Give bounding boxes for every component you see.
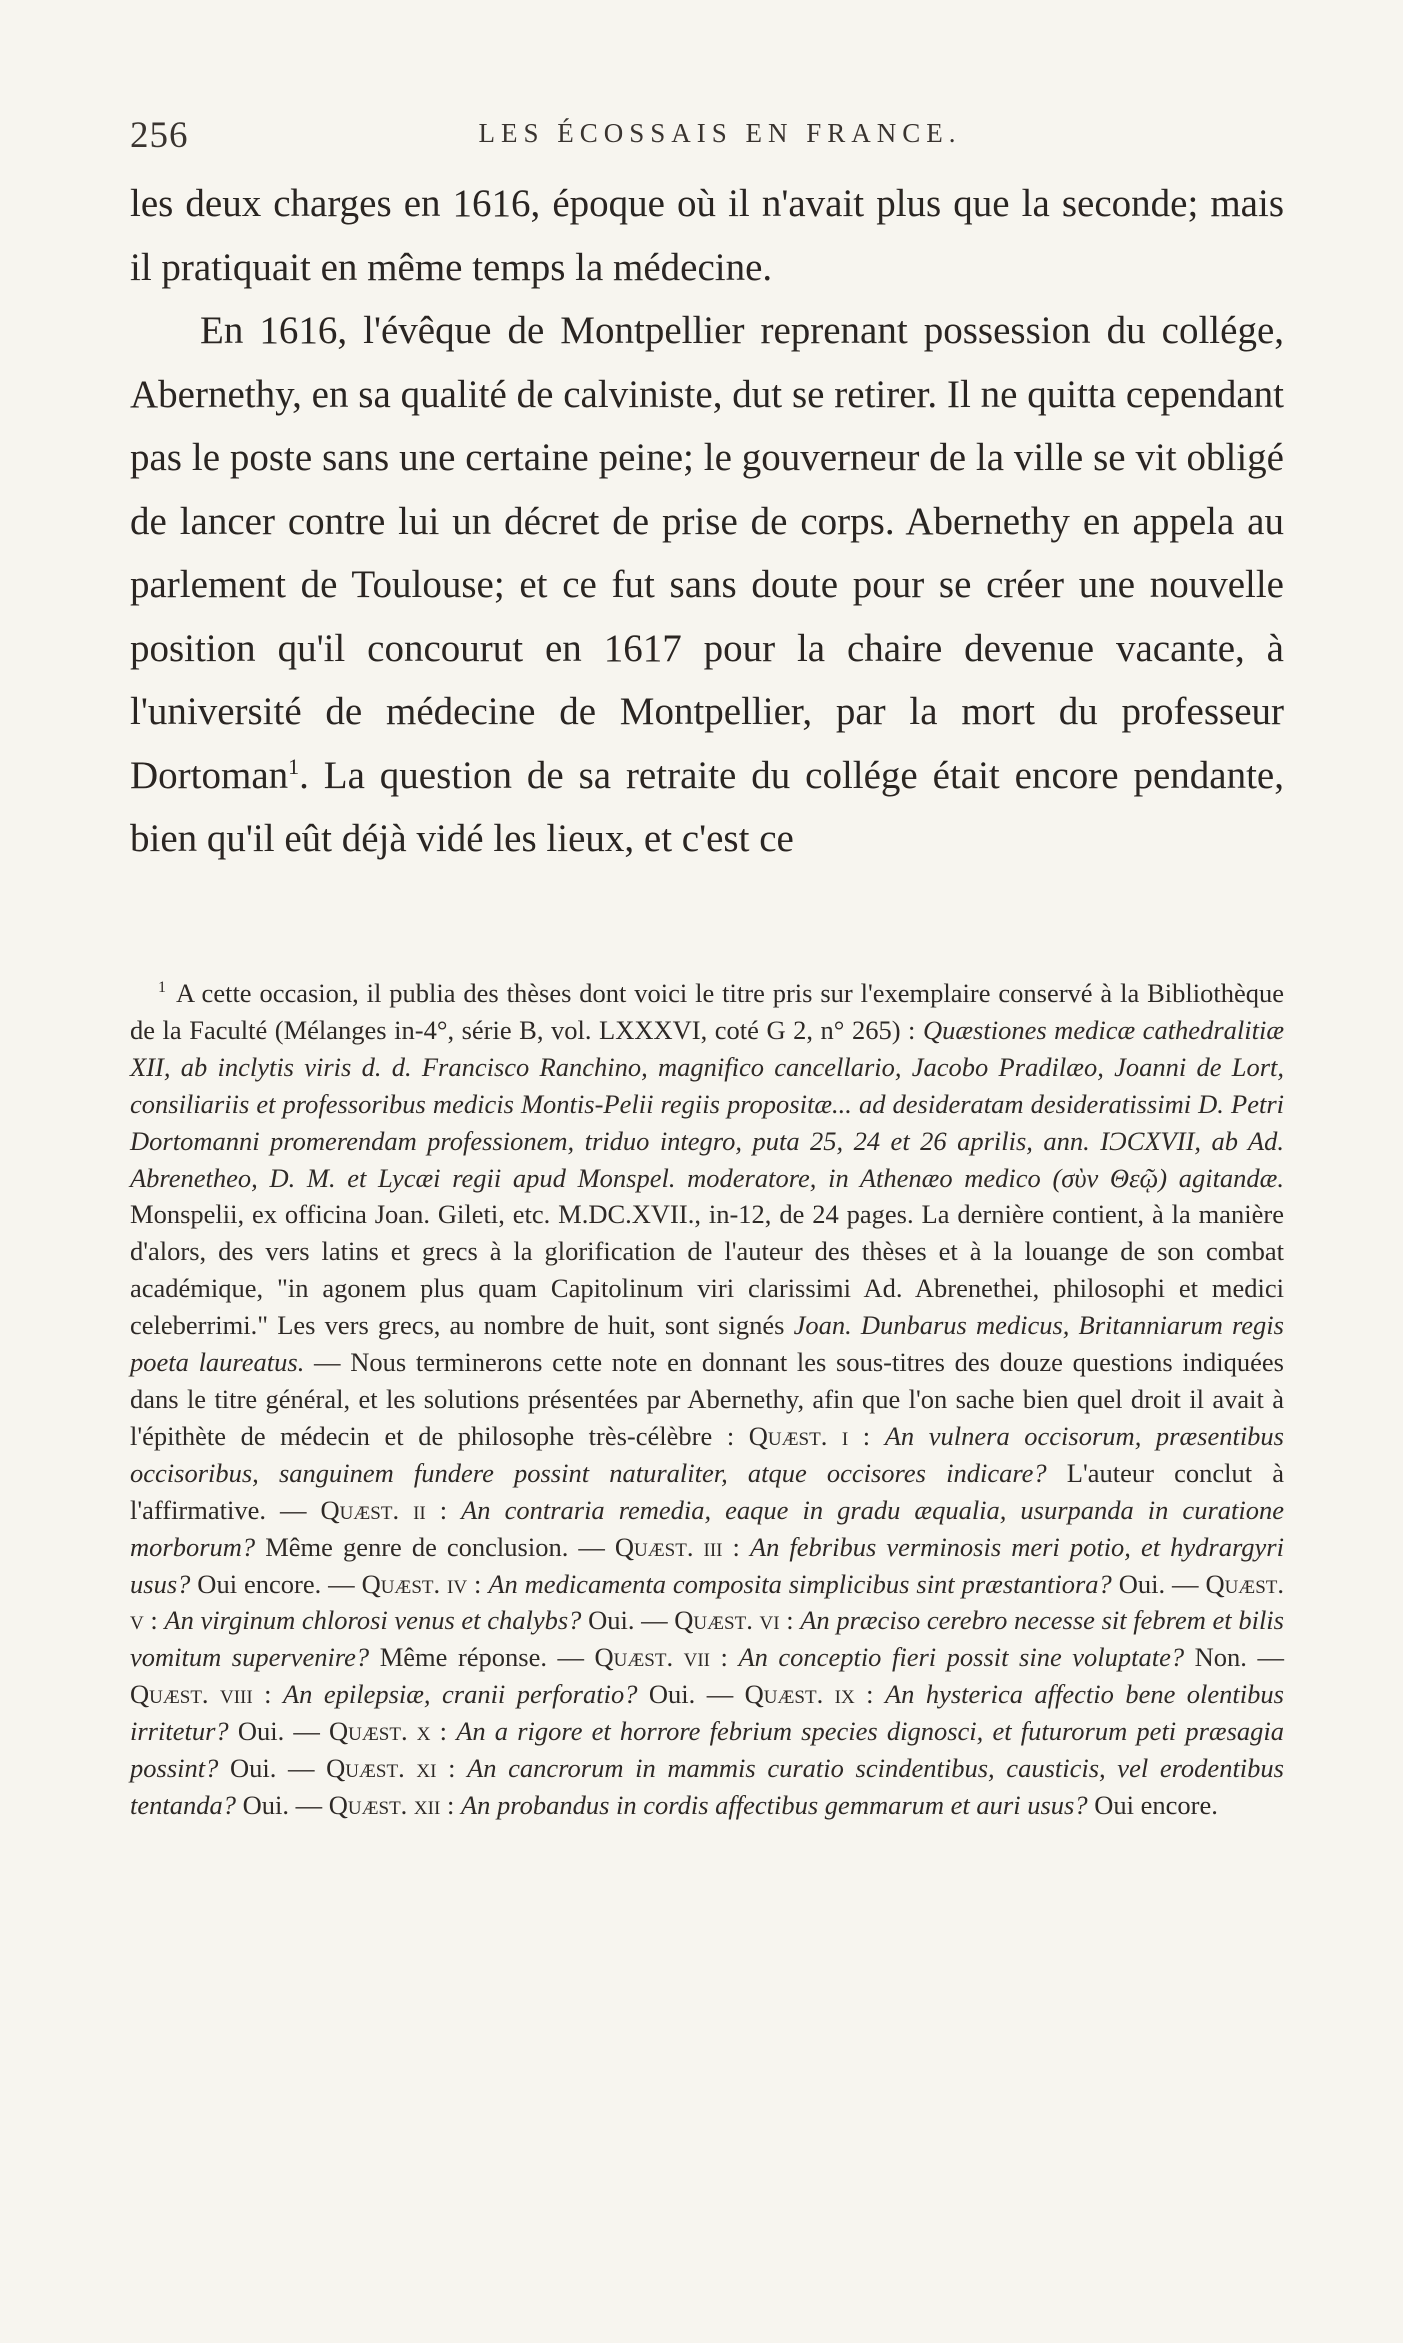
question-label: Quæst. v: [130, 1568, 1284, 1636]
footnote-segment: Oui encore.: [1087, 1789, 1218, 1820]
question-label: Quæst. vi: [674, 1605, 780, 1636]
footnote-segment: Oui. —: [637, 1679, 745, 1710]
question-label: Quæst. xi: [326, 1753, 437, 1784]
question-label: Quæst. viii: [130, 1679, 253, 1710]
thesis-title: Quæstiones medicæ cathedralitiæ XII, ab inclytis viris d. d. Francisco Ranchino, magnifico cancellario, Jacobo Pradilæo, Joanni de Lort, consiliariis et professoribus medicis Montis-Pelii regiis propositæ... ad desideratam desideratissimi D. Petri Dortomanni promerendam professionem, triduo integro, puta 25, 24 et 26 aprilis, ann. IƆCXVII, ab Ad. Abrenetheo, D. M. et Lycæi regii apud Monspel. moderatore, in Athenæo medico (σὺν Θεῷ) agitandæ.: [130, 1014, 1285, 1193]
footnote-segment: :: [779, 1605, 801, 1636]
footnote-reference: 1: [288, 753, 300, 779]
question-text: An vulnera occisorum, præsentibus occisoribus, sanguinem fundere possint naturaliter, atque occisores indicare?: [130, 1420, 1284, 1488]
footnote-segment: :: [854, 1679, 885, 1710]
question-label: Quæst. i: [748, 1420, 849, 1451]
question-label: Quæst. x: [329, 1716, 431, 1747]
question-label: Quæst. xii: [328, 1789, 441, 1820]
page-number: 256: [130, 115, 189, 156]
footnote-segment: Oui. —: [1111, 1568, 1206, 1599]
question-text: An medicamenta composita simplicibus sint præstantiora?: [488, 1568, 1112, 1599]
footnote-segment: :: [848, 1420, 885, 1451]
question-label: Quæst. iii: [614, 1531, 723, 1562]
footnote-segment: :: [436, 1753, 468, 1784]
footnote-segment: :: [710, 1642, 739, 1673]
footnote-segment: Même genre de conclusion. —: [255, 1531, 615, 1562]
poet-signature: Joan. Dunbarus medicus, Britanniarum regis poeta laureatus.: [130, 1310, 1284, 1378]
question-text: An a rigore et horrore febrium species dignosci, et futurorum peti præsagia possint?: [130, 1716, 1284, 1784]
footnote-segment: Même réponse. —: [369, 1642, 595, 1673]
question-text: An præciso cerebro necesse sit febrem et bilis vomitum supervenire?: [130, 1605, 1284, 1673]
footnote-segment: Monspelii, ex officina Joan. Gileti, etc. M.DC.XVII., in-12, de 24 pages. La dernière contient, à la manière d'alors, des vers latins et grecs à la glorification de l'auteur des thèses et à la louange de son combat académique, "in agonem plus quam Capitolinum viri clarissimi Ad. Abrenethei, philosophi et medici celeberrimi." Les vers grecs, au nombre de huit, sont signés: [130, 1199, 1284, 1341]
footnote-segment: Oui. —: [581, 1605, 675, 1636]
running-title: LES ÉCOSSAIS EN FRANCE.: [478, 118, 962, 148]
paragraph-text: En 1616, l'évêque de Montpellier reprenant possession du collége, Abernethy, en sa qualité de calviniste, dut se retirer. Il ne quitta cependant pas le poste sans une certaine peine; le gouverneur de la ville se vit obligé de lancer contre lui un décret de prise de corps. Abernethy en appela au parlement de Toulouse; et ce fut sans doute pour se créer une nouvelle position qu'il concourut en 1617 pour la chaire devenue vacante, à l'université de médecine de Montpellier, par la mort du professeur Dortoman: [130, 309, 1284, 797]
footnote-segment: Oui. —: [218, 1753, 327, 1784]
footnote-segment: Non. —: [1184, 1642, 1284, 1673]
question-label: Quæst. iv: [361, 1568, 468, 1599]
question-label: Quæst. vii: [594, 1642, 711, 1673]
paragraph-continued: les deux charges en 1616, époque où il n'avait plus que la seconde; mais il pratiquait en même temps la médecine.: [130, 182, 1284, 289]
footnote-segment: L'auteur conclut à l'affirmative. —: [130, 1457, 1284, 1525]
footnote-segment: :: [467, 1568, 489, 1599]
running-head: [130, 114, 1310, 164]
footnote-segment: :: [425, 1494, 462, 1525]
footnote-segment: :: [440, 1789, 461, 1820]
footnote-segment: Oui. —: [228, 1716, 330, 1747]
footnote-text: [130, 975, 1284, 1824]
question-text: An epilepsiæ, cranii perforatio?: [282, 1679, 638, 1710]
question-text: An febribus verminosis meri potio, et hydrargyri usus?: [130, 1531, 1284, 1599]
question-text: An contraria remedia, eaque in gradu æqualia, usurpanda in curatione morborum?: [130, 1494, 1284, 1562]
question-text: An conceptio fieri possit sine voluptate?: [738, 1642, 1185, 1673]
body-text: [130, 172, 1284, 871]
footnote-segment: :: [143, 1605, 165, 1636]
footnote-segment: :: [430, 1716, 457, 1747]
footnote-segment: Oui. —: [236, 1789, 329, 1820]
footnote-segment: :: [722, 1531, 750, 1562]
question-text: An probandus in cordis affectibus gemmarum et auri usus?: [460, 1789, 1088, 1820]
question-text: An virginum chlorosi venus et chalybs?: [164, 1605, 582, 1636]
paragraph: [130, 299, 1284, 871]
footnote-segment: — Nous terminerons cette note en donnant les sous-titres des douze questions indiquées dans le titre général, et les solutions présentées par Abernethy, afin que l'on sache bien quel droit il avait à l'épithète de médecin et de philosophe très-célèbre :: [130, 1347, 1284, 1451]
paragraph-text-end: . La question de sa retraite du collége était encore pendante, bien qu'il eût déjà vidé les lieux, et c'est ce: [130, 753, 1284, 860]
footnote-segment: :: [252, 1679, 283, 1710]
footnote-segment: Oui encore. —: [190, 1568, 362, 1599]
question-text: An hysterica affectio bene olentibus irritetur?: [130, 1679, 1284, 1747]
footnote-mark: 1: [158, 979, 166, 997]
footnote: [130, 975, 1284, 1824]
question-label: Quæst. ii: [320, 1494, 426, 1525]
question-text: An cancrorum in mammis curatio scindentibus, causticis, vel erodentibus tentanda?: [130, 1753, 1284, 1820]
footnote-segment: A cette occasion, il publia des thèses dont voici le titre pris sur l'exemplaire conservé à la Bibliothèque de la Faculté (Mélanges in-4°, série B, vol. LXXXVI, coté G 2, n° 265) :: [130, 978, 1284, 1045]
question-label: Quæst. ix: [744, 1679, 855, 1710]
